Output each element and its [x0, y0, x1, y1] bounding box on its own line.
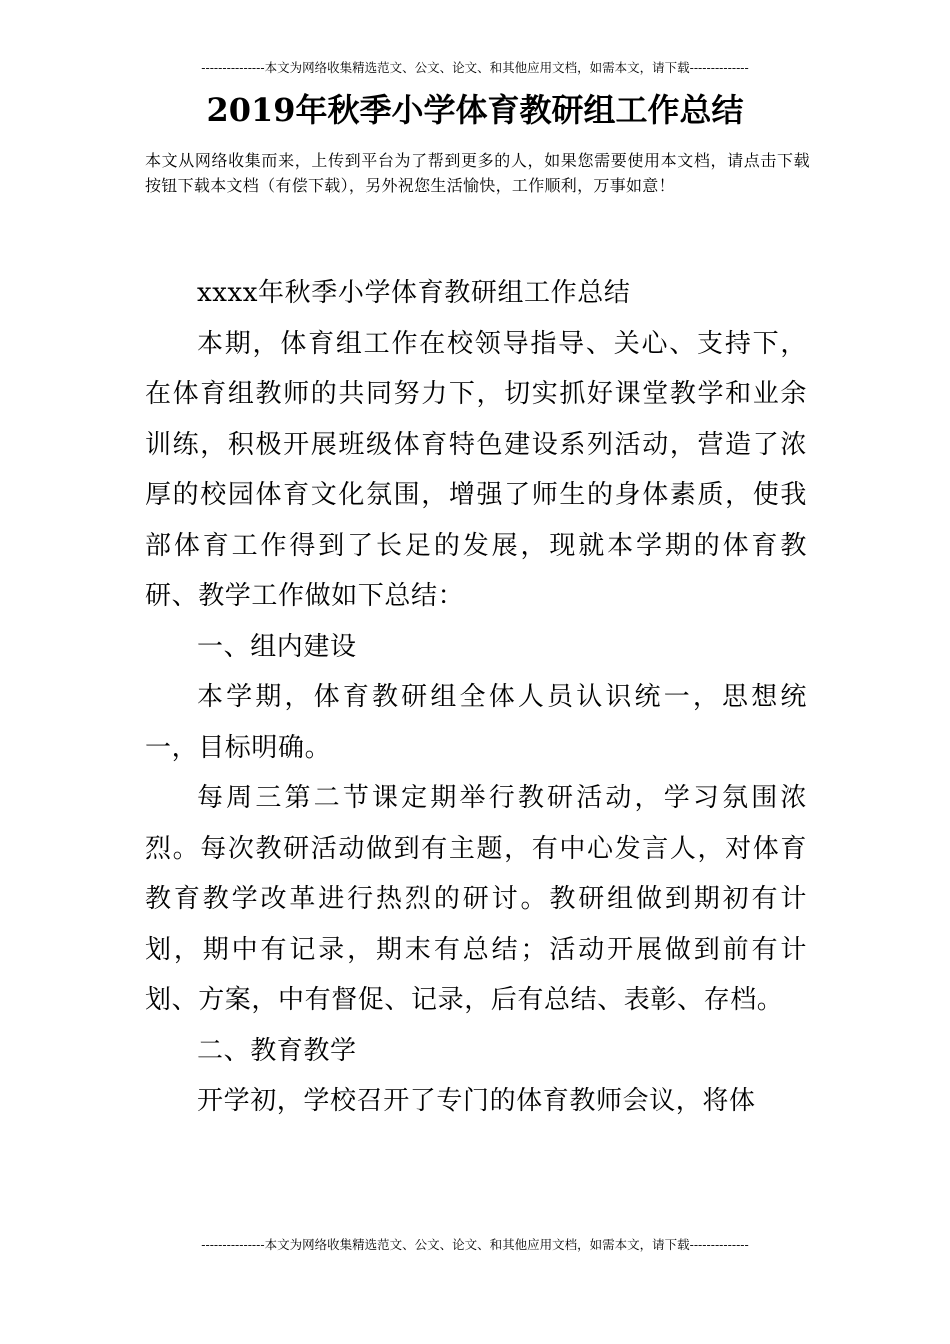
body-paragraph: 开学初，学校召开了专门的体育教师会议，将体 [197, 1086, 756, 1116]
body-subtitle: xxxx年秋季小学体育教研组工作总结 [197, 278, 631, 308]
intro-notice: 本文从网络收集而来，上传到平台为了帮到更多的人，如果您需要使用本文档，请点击下载按钮下载本文档（有偿下载），另外祝您生活愉快，工作顺利，万事如意！ [145, 151, 810, 195]
document-title: 2019年秋季小学体育教研组工作总结 [206, 91, 744, 129]
body-paragraph: 本期，体育组工作在校领导指导、关心、支持下，在体育组教师的共同努力下，切实抓好课堂教学和业余训练，积极开展班级体育特色建设系列活动，营造了浓厚的校园体育文化氛围，增强了师生的身体素质，使我部体育工作得到了长足的发展，现就本学期的体育教研、教学工作做如下总结： [145, 328, 807, 611]
footer-banner: ---------------本文为网络收集精选范文、公文、论文、和其他应用文档，如需本文，请下载-------------- [201, 1237, 749, 1252]
document-body [145, 268, 807, 1127]
section-heading: 二、教育教学 [197, 1035, 357, 1066]
body-paragraph: 每周三第二节课定期举行教研活动，学习氛围浓烈。每次教研活动做到有主题，有中心发言人，对体育教育教学改革进行热烈的研讨。教研组做到期初有计划，期中有记录，期末有总结；活动开展做到前有计划、方案，中有督促、记录，后有总结、表彰、存档。 [145, 783, 807, 1015]
body-paragraph: 本学期，体育教研组全体人员认识统一，思想统一，目标明确。 [145, 682, 807, 763]
header-banner: ---------------本文为网络收集精选范文、公文、论文、和其他应用文档，如需本文，请下载-------------- [201, 60, 749, 75]
section-heading: 一、组内建设 [197, 631, 357, 662]
